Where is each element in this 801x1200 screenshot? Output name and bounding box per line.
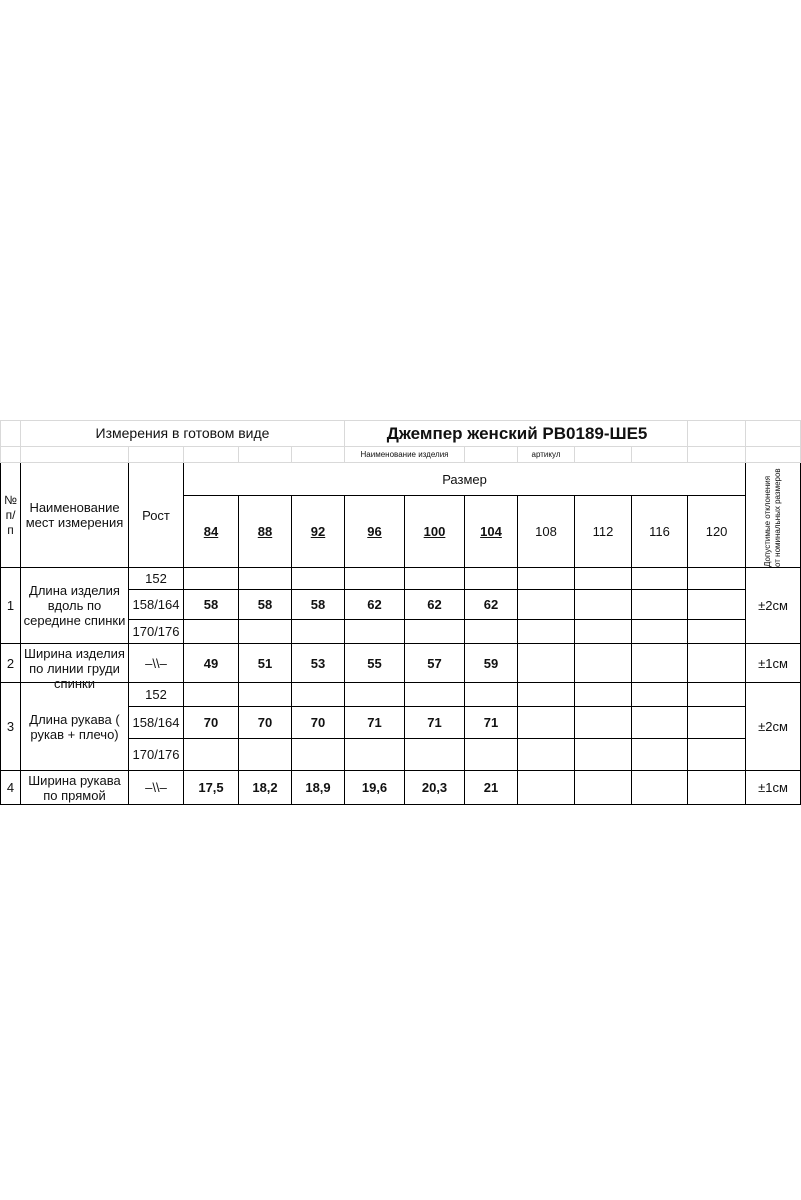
row3-value: 70 bbox=[239, 707, 292, 739]
article-caption: артикул bbox=[518, 447, 575, 463]
size-112: 112 bbox=[575, 496, 632, 568]
row3-value: 70 bbox=[184, 707, 239, 739]
size-104: 104 bbox=[465, 496, 518, 568]
row1-value: 58 bbox=[184, 590, 239, 620]
size-108: 108 bbox=[518, 496, 575, 568]
row1-value: 62 bbox=[345, 590, 405, 620]
row2-value: 59 bbox=[465, 644, 518, 683]
size-100: 100 bbox=[405, 496, 465, 568]
row2-value: 55 bbox=[345, 644, 405, 683]
measurement-sheet bbox=[0, 420, 800, 803]
header-tolerance bbox=[746, 463, 801, 568]
row3-height-3: 170/176 bbox=[129, 739, 184, 771]
size-88: 88 bbox=[239, 496, 292, 568]
product-title: Джемпер женский РВ0189-ШЕ5 bbox=[345, 421, 688, 447]
row3-value: 71 bbox=[465, 707, 518, 739]
header-size: Размер bbox=[184, 463, 746, 496]
row1-value: 58 bbox=[292, 590, 345, 620]
size-92: 92 bbox=[292, 496, 345, 568]
row3-value: 71 bbox=[345, 707, 405, 739]
row1-value: 62 bbox=[465, 590, 518, 620]
row1-height-1: 152 bbox=[129, 568, 184, 590]
row2-name: Ширина изделия по линии груди спинки bbox=[24, 646, 125, 691]
row4-height: –\\– bbox=[129, 771, 184, 805]
header-height: Рост bbox=[129, 463, 184, 568]
row1-value: 62 bbox=[405, 590, 465, 620]
size-120: 120 bbox=[688, 496, 746, 568]
row2-value: 57 bbox=[405, 644, 465, 683]
row2-value: 51 bbox=[239, 644, 292, 683]
row4-num: 4 bbox=[1, 771, 21, 805]
row2-value: 53 bbox=[292, 644, 345, 683]
size-96: 96 bbox=[345, 496, 405, 568]
measurements-title: Измерения в готовом виде bbox=[21, 421, 345, 447]
row4-value: 17,5 bbox=[184, 771, 239, 805]
row4-tolerance: ±1см bbox=[746, 771, 801, 805]
row1-name: Длина изделия вдоль по середине спинки bbox=[21, 568, 129, 644]
measurement-table bbox=[0, 420, 801, 805]
header-num: № п/ п bbox=[1, 463, 21, 568]
row4-value: 20,3 bbox=[405, 771, 465, 805]
header-name: Наименование мест измерения bbox=[21, 463, 129, 568]
row1-height-2: 158/164 bbox=[129, 590, 184, 620]
row2-num: 2 bbox=[1, 644, 21, 683]
row2-value: 49 bbox=[184, 644, 239, 683]
row2-name-cell bbox=[21, 644, 129, 691]
row1-num: 1 bbox=[1, 568, 21, 644]
row2-tolerance: ±1см bbox=[746, 644, 801, 683]
row3-value: 70 bbox=[292, 707, 345, 739]
row4-value: 21 bbox=[465, 771, 518, 805]
row4-value: 18,2 bbox=[239, 771, 292, 805]
size-116: 116 bbox=[632, 496, 688, 568]
row4-name: Ширина рукава по прямой bbox=[21, 771, 129, 805]
row3-height-2: 158/164 bbox=[129, 707, 184, 739]
row3-tolerance: ±2см bbox=[746, 683, 801, 771]
row1-tolerance: ±2см bbox=[746, 568, 801, 644]
row4-value: 19,6 bbox=[345, 771, 405, 805]
product-name-caption: Наименование изделия bbox=[345, 447, 465, 463]
row1-height-3: 170/176 bbox=[129, 620, 184, 644]
size-84: 84 bbox=[184, 496, 239, 568]
row1-value: 58 bbox=[239, 590, 292, 620]
row3-num: 3 bbox=[1, 683, 21, 771]
row3-height-1: 152 bbox=[129, 683, 184, 707]
row2-height: –\\– bbox=[129, 644, 184, 683]
tolerance-vertical-label: Допустимые отклонения от номинальных размеров bbox=[763, 468, 783, 567]
row4-value: 18,9 bbox=[292, 771, 345, 805]
row3-value: 71 bbox=[405, 707, 465, 739]
row3-name: Длина рукава ( рукав + плечо) bbox=[21, 683, 129, 771]
